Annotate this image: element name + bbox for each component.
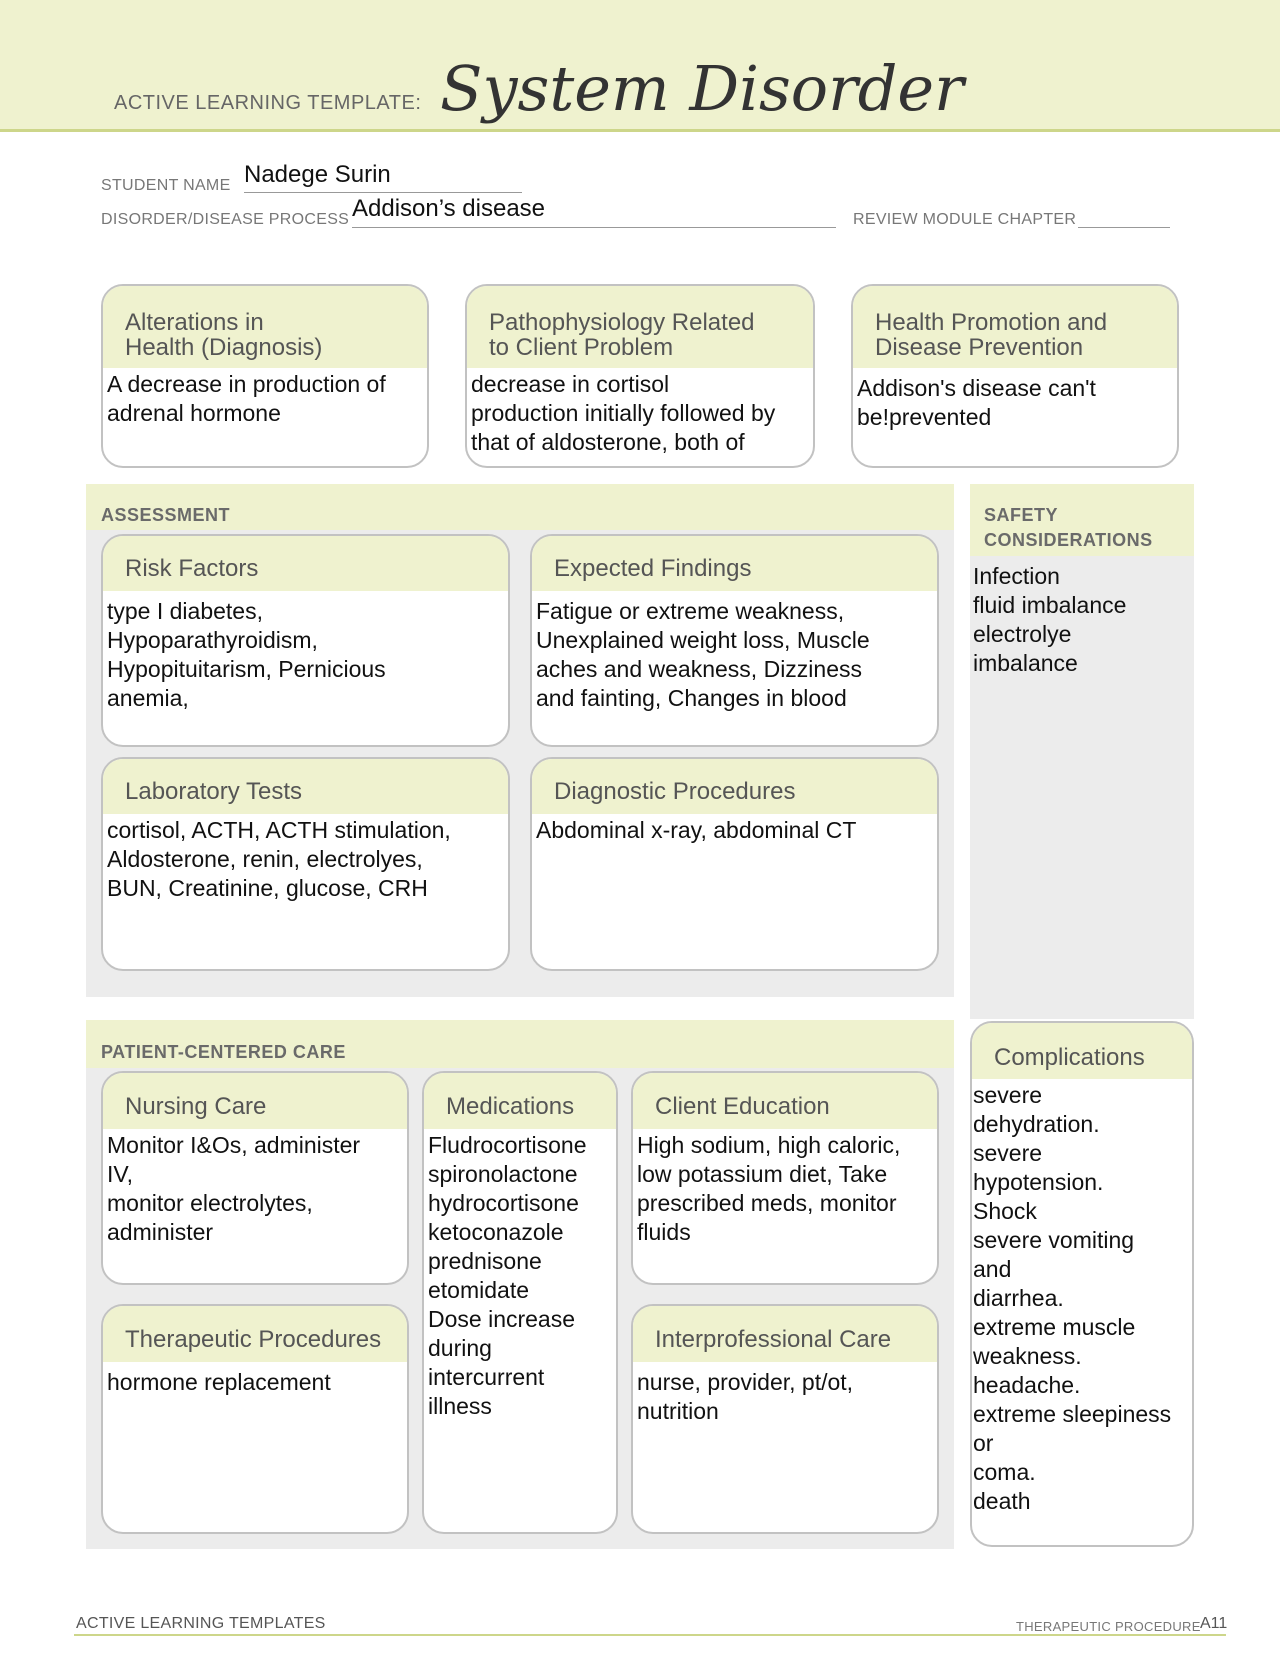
expected-findings-body[interactable]: Fatigue or extreme weakness, Unexplained weight loss, Muscle aches and weakness, Dizziness and fainting, Changes in blood xyxy=(536,598,870,711)
disorder-field[interactable]: Addison’s disease xyxy=(352,195,546,222)
health-promotion-box xyxy=(851,284,1179,468)
risk-factors-title: Risk Factors xyxy=(103,536,508,591)
alterations-title: Alterations in Health (Diagnosis) xyxy=(103,286,427,368)
interprofessional-care-body[interactable]: nurse, provider, pt/ot, nutrition xyxy=(637,1369,854,1424)
therapeutic-procedures-title: Therapeutic Procedures xyxy=(103,1306,407,1362)
risk-factors-body[interactable]: type I diabetes, Hypoparathyroidism, Hypopituitarism, Pernicious anemia, xyxy=(107,598,386,711)
complications-box xyxy=(970,1021,1194,1547)
risk-factors-box xyxy=(101,534,510,747)
client-education-box xyxy=(631,1071,939,1285)
medications-title: Medications xyxy=(424,1073,616,1129)
medications-box xyxy=(422,1071,618,1534)
disorder-label: DISORDER/DISEASE PROCESS xyxy=(101,211,350,228)
page-title: System Disorder xyxy=(440,52,964,125)
diagnostic-procedures-body[interactable]: Abdominal x-ray, abdominal CT xyxy=(536,817,857,843)
health-promotion-body[interactable]: Addison's disease can't be!prevented xyxy=(857,375,1096,430)
pathophysiology-box xyxy=(465,284,815,468)
template-prefix: ACTIVE LEARNING TEMPLATE: xyxy=(114,92,422,114)
expected-findings-title: Expected Findings xyxy=(532,536,937,591)
safety-title: SAFETY CONSIDERATIONS xyxy=(984,505,1153,550)
review-chapter-label: REVIEW MODULE CHAPTER xyxy=(853,211,1077,228)
alterations-body[interactable]: A decrease in production of adrenal hormone xyxy=(107,371,386,426)
assessment-title: ASSESSMENT xyxy=(101,505,231,525)
review-chapter-field[interactable] xyxy=(1078,227,1170,228)
patient-care-title: PATIENT-CENTERED CARE xyxy=(101,1042,346,1062)
disorder-line xyxy=(352,227,836,228)
pathophysiology-title: Pathophysiology Related to Client Problem xyxy=(467,286,813,368)
footer-left: ACTIVE LEARNING TEMPLATES xyxy=(76,1615,326,1632)
footer-right-label: THERAPEUTIC PROCEDURE xyxy=(1016,1619,1201,1634)
footer-rule xyxy=(74,1634,1226,1636)
client-education-title: Client Education xyxy=(633,1073,937,1129)
client-education-body[interactable]: High sodium, high caloric, low potassium diet, Take prescribed meds, monitor fluids xyxy=(637,1132,901,1245)
nursing-care-body[interactable]: Monitor I&Os, administer IV, monitor electrolytes, administer xyxy=(107,1132,361,1245)
therapeutic-procedures-box xyxy=(101,1304,409,1534)
therapeutic-procedures-body[interactable]: hormone replacement xyxy=(107,1369,331,1395)
complications-title: Complications xyxy=(972,1023,1192,1079)
safety-body[interactable]: Infection fluid imbalance electrolye imbalance xyxy=(973,563,1127,676)
laboratory-tests-box xyxy=(101,757,510,971)
expected-findings-box xyxy=(530,534,939,747)
laboratory-tests-body[interactable]: cortisol, ACTH, ACTH stimulation, Aldosterone, renin, electrolyes, BUN, Creatinine, glucose, CRH xyxy=(107,817,451,901)
student-name-label: STUDENT NAME xyxy=(101,177,231,194)
pathophysiology-body[interactable]: decrease in cortisol production initially followed by that of aldosterone, both of xyxy=(471,371,776,455)
alterations-box xyxy=(101,284,429,468)
interprofessional-care-box xyxy=(631,1304,939,1534)
complications-body[interactable]: severe dehydration. severe hypotension. Shock severe vomiting and diarrhea. extreme muscle weakness. headache. extreme sleepiness or coma. death xyxy=(973,1082,1172,1514)
student-name-line xyxy=(244,192,522,193)
diagnostic-procedures-title: Diagnostic Procedures xyxy=(532,759,937,814)
medications-body[interactable]: Fludrocortisone spironolactone hydrocortisone ketoconazole prednisone etomidate Dose increase during intercurrent illness xyxy=(428,1132,587,1419)
interprofessional-care-title: Interprofessional Care xyxy=(633,1306,937,1362)
nursing-care-box xyxy=(101,1071,409,1285)
laboratory-tests-title: Laboratory Tests xyxy=(103,759,508,814)
student-name-field[interactable]: Nadege Surin xyxy=(244,161,391,188)
diagnostic-procedures-box xyxy=(530,757,939,971)
nursing-care-title: Nursing Care xyxy=(103,1073,407,1129)
page-number: A11 xyxy=(1200,1615,1228,1632)
health-promotion-title: Health Promotion and Disease Prevention xyxy=(853,286,1177,368)
